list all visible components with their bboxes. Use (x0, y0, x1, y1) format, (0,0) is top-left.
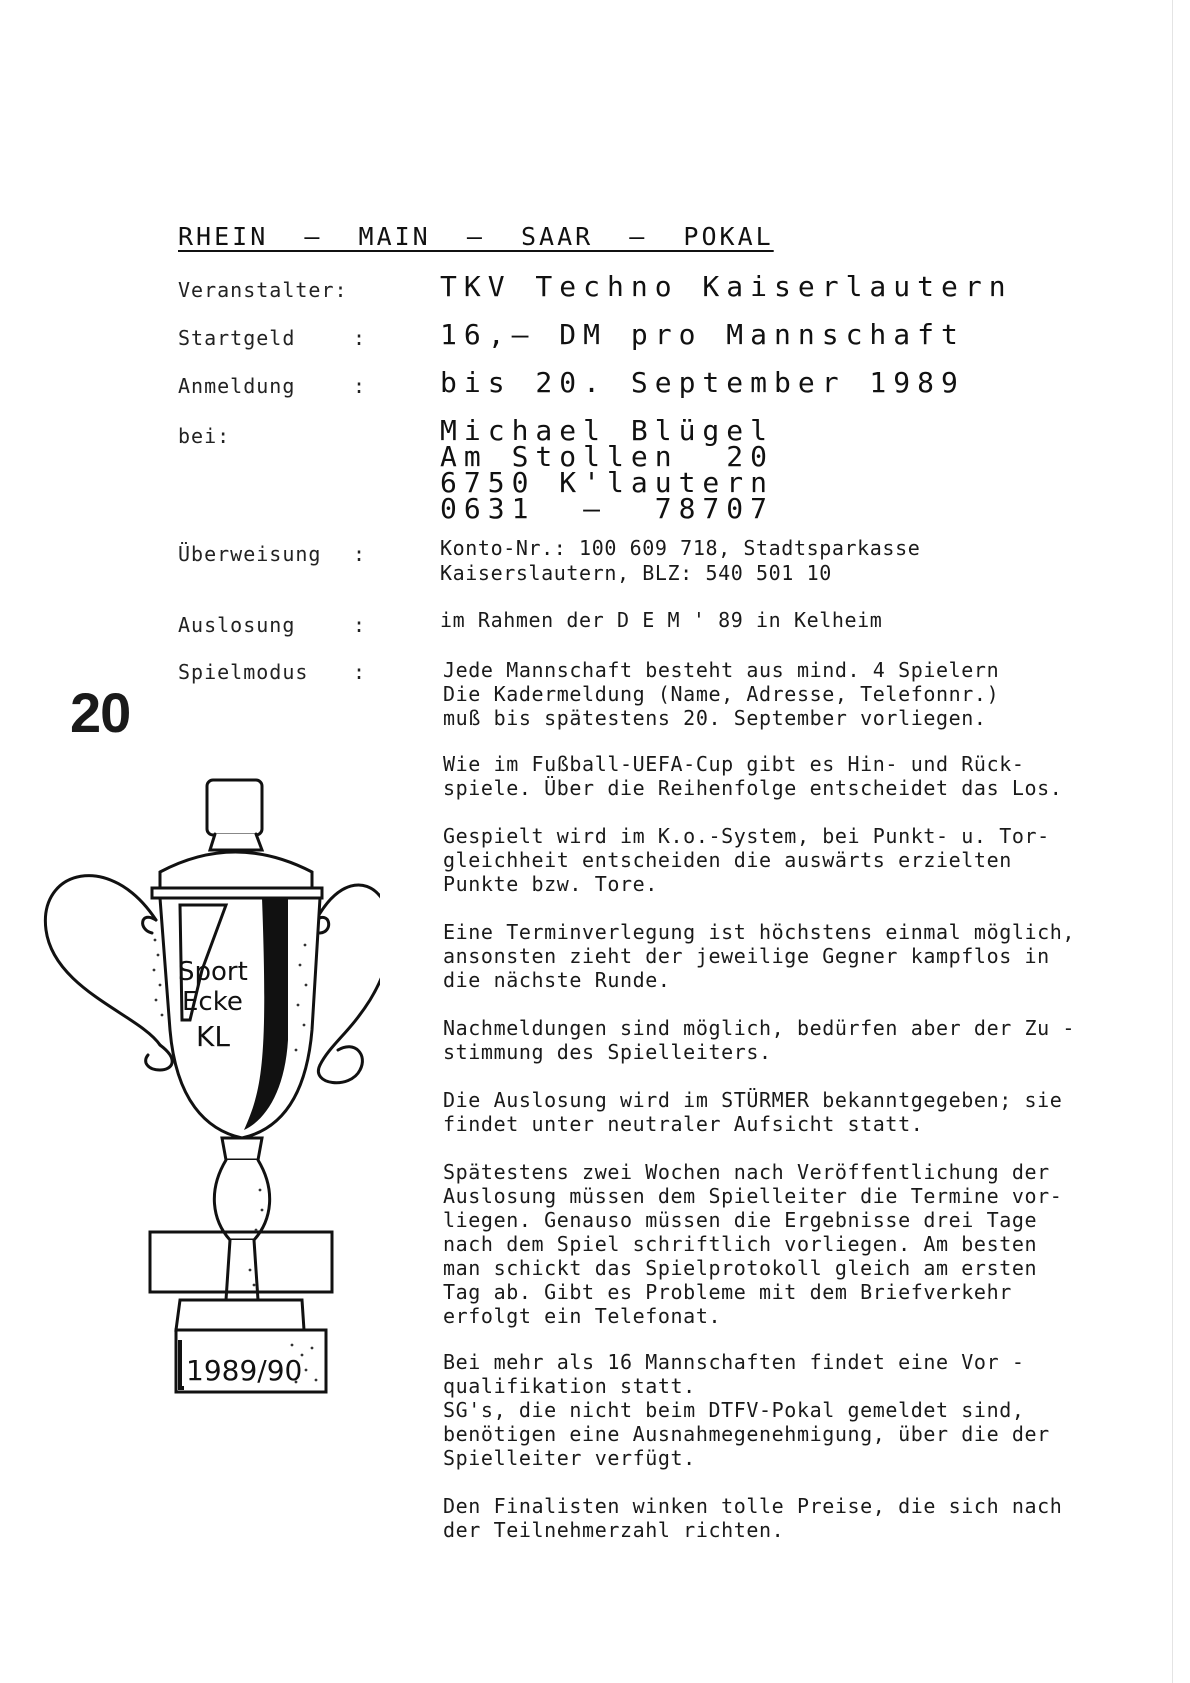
colon-spielmodus: : (353, 660, 366, 684)
rules-paragraph: Die Auslosung wird im STÜRMER bekanntgegeben; sie findet unter neutraler Aufsicht statt. (443, 1088, 1063, 1136)
colon-anmeldung: : (353, 374, 366, 398)
rules-paragraph: Wie im Fußball-UEFA-Cup gibt es Hin- und Rück- spiele. Über die Reihenfolge entscheidet das Los. (443, 752, 1063, 800)
rules-paragraph: Jede Mannschaft besteht aus mind. 4 Spielern Die Kadermeldung (Name, Adresse, Telefonnr.) muß bis spätestens 20. September vorliegen. (443, 658, 1000, 730)
page-number: 20 (70, 681, 131, 744)
label-ueberweisung: Überweisung (178, 542, 322, 566)
label-spielmodus: Spielmodus (178, 660, 309, 684)
trophy-illustration (30, 770, 380, 1410)
rules-paragraph: Eine Terminverlegung ist höchstens einmal möglich, ansonsten zieht der jeweilige Gegner kampflos in die nächste Runde. (443, 920, 1076, 992)
value-startgeld: 16,— DM pro Mannschaft (440, 318, 965, 351)
trophy-engraving-line: Sport (178, 957, 248, 987)
label-auslosung: Auslosung (178, 613, 296, 637)
rules-paragraph: Bei mehr als 16 Mannschaften findet eine Vor - qualifikation statt. SG's, die nicht beim DTFV-Pokal gemeldet sind, benötigen eine Ausnahmegenehmigung, über die der Spielleiter verfügt. (443, 1350, 1050, 1470)
bank-line: Konto-Nr.: 100 609 718, Stadtsparkasse (440, 536, 921, 560)
label-veranstalter: Veranstalter: (178, 278, 348, 302)
scan-edge-line (1172, 0, 1173, 1683)
colon-auslosung: : (353, 613, 366, 637)
page-title: RHEIN — MAIN — SAAR — POKAL (178, 222, 774, 251)
value-auslosung: im Rahmen der D E M ' 89 in Kelheim (440, 608, 883, 632)
trophy-engraving-line: Ecke (182, 987, 243, 1017)
label-anmeldung: Anmeldung (178, 374, 296, 398)
value-veranstalter: TKV Techno Kaiserlautern (440, 270, 1013, 303)
address-line: Am Stollen 20 (440, 440, 775, 473)
rules-paragraph: Spätestens zwei Wochen nach Veröffentlichung der Auslosung müssen dem Spielleiter die Termine vor- liegen. Genauso müssen die Ergebnisse drei Tage nach dem Spiel schriftlich vorliegen. Am besten man schickt das Spielprotokoll gleich am ersten Tag ab. Gibt es Probleme mit dem Briefverkehr erfolgt ein Telefonat. (443, 1160, 1063, 1328)
label-bei: bei: (178, 424, 231, 448)
bank-line: Kaiserslautern, BLZ: 540 501 10 (440, 561, 832, 585)
trophy-engraving-line: KL (196, 1020, 230, 1053)
colon-ueberweisung: : (353, 542, 366, 566)
rules-paragraph: Nachmeldungen sind möglich, bedürfen aber der Zu - stimmung des Spielleiters. (443, 1016, 1076, 1064)
trophy-plaque-text: 1989/90 (186, 1354, 303, 1387)
label-startgeld: Startgeld (178, 326, 296, 350)
colon-startgeld: : (353, 326, 366, 350)
rules-paragraph: Gespielt wird im K.o.-System, bei Punkt- u. Tor- gleichheit entscheiden die auswärts erzielten Punkte bzw. Tore. (443, 824, 1050, 896)
address-line: Michael Blügel (440, 414, 775, 447)
address-line: 6750 K'lautern (440, 466, 775, 499)
rules-paragraph: Den Finalisten winken tolle Preise, die sich nach der Teilnehmerzahl richten. (443, 1494, 1063, 1542)
value-anmeldung: bis 20. September 1989 (440, 366, 965, 399)
address-line: 0631 — 78707 (440, 492, 775, 525)
